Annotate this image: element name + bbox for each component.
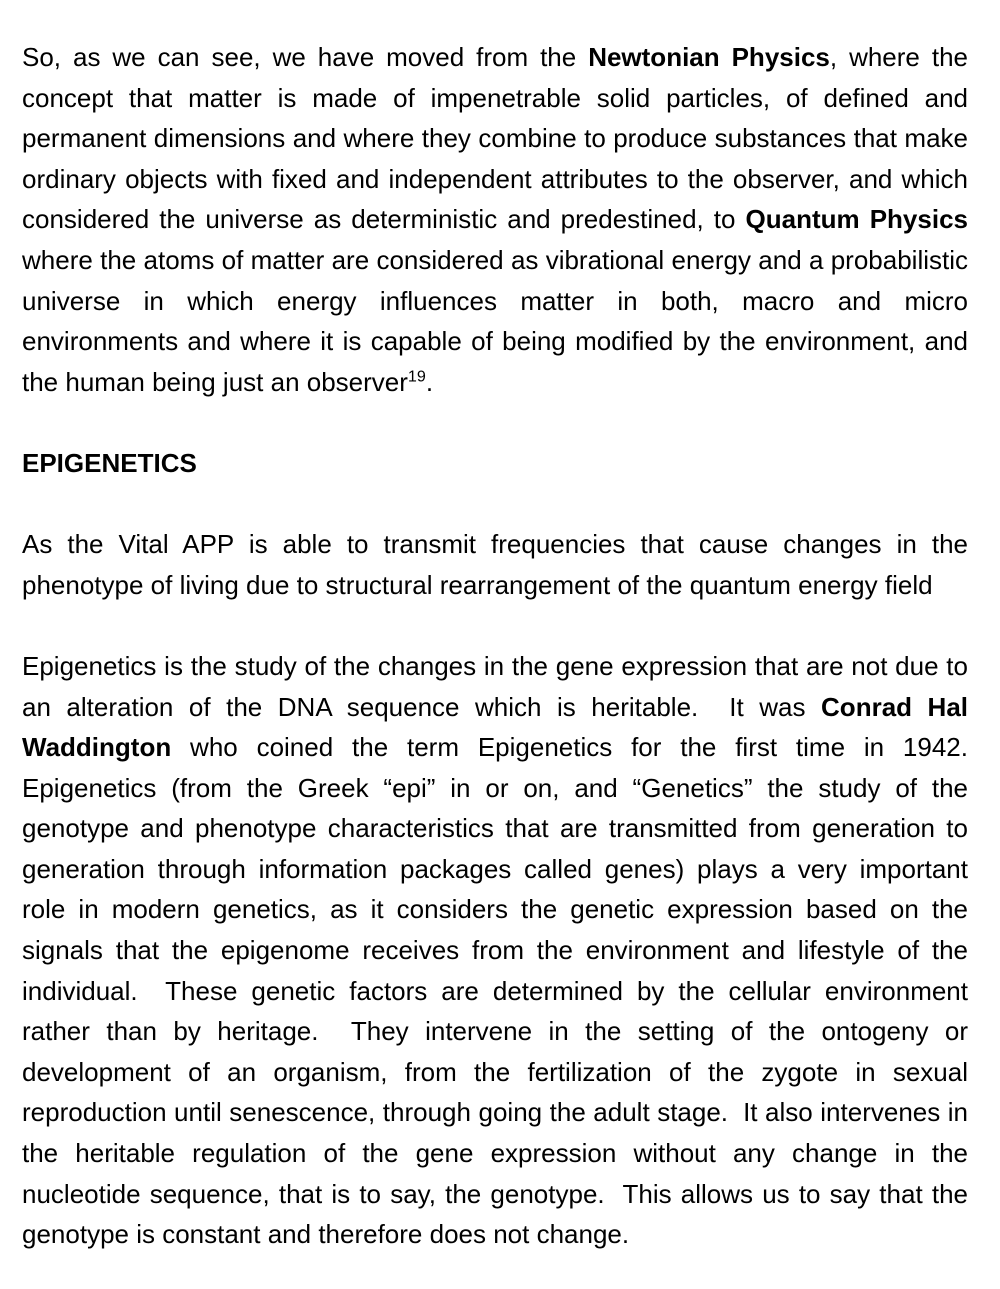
footnote-ref-19: 19 [407, 367, 426, 386]
heading-text: EPIGENETICS [22, 447, 197, 478]
text-run: So, as we can see, we have moved from the [22, 42, 589, 72]
text-run: As the Vital APP is able to transmit frequencies that cause changes in the phenotype of living due to structural rearrangement of the quantum energy field [22, 529, 968, 600]
text-run: who coined the term Epigenetics for the first time in 1942. Epigenetics (from the Greek “epi” in or on, and “Genetics” the study of the genotype and phenotype characteristics that are transmitted from generation to generation through information packages called genes) plays a very important role in modern genetics, as it considers the genetic expression based on the signals that the epigenome receives from the environment and lifestyle of the individual. These genetic factors are determined by the cellular environment rather than by heritage. They intervene in the setting of the ontogeny or development of an organism, from the fertilization of the zygote in sexual reproduction until senescence, through going the adult stage. It also intervenes in the heritable regulation of the gene expression without any change in the nucleotide sequence, that is to say, the genotype. This allows us to say that the genotype is constant and therefore does not change. [22, 732, 968, 1250]
term-newtonian-physics: Newtonian Physics [588, 42, 830, 72]
paragraph-epigenetics-definition [22, 646, 968, 1255]
section-heading-epigenetics [22, 443, 968, 484]
text-run: where the atoms of matter are considered as vibrational energy and a probabilistic universe in which energy influences matter in both, macro and micro environments and where it is capable of being modified by the environment, and the human being just an observer [22, 244, 968, 397]
text-run: Epigenetics is the study of the changes in the gene expression that are not due to an alteration of the DNA sequence which is heritable. It was [22, 650, 968, 722]
term-conrad-hal-waddington: Conrad Hal Waddington [22, 691, 969, 763]
paragraph-vital-app [22, 524, 968, 605]
paragraph-physics-transition [22, 37, 968, 402]
text-run: , where the concept that matter is made of impenetrable solid particles, of defined and permanent dimensions and where they combine to produce substances that make ordinary objects with fixed and independent attributes to the observer, and which considered the universe as deterministic and predestined, to [22, 42, 968, 235]
term-quantum-physics: Quantum Physics [745, 204, 968, 235]
text-run: . [425, 366, 434, 397]
